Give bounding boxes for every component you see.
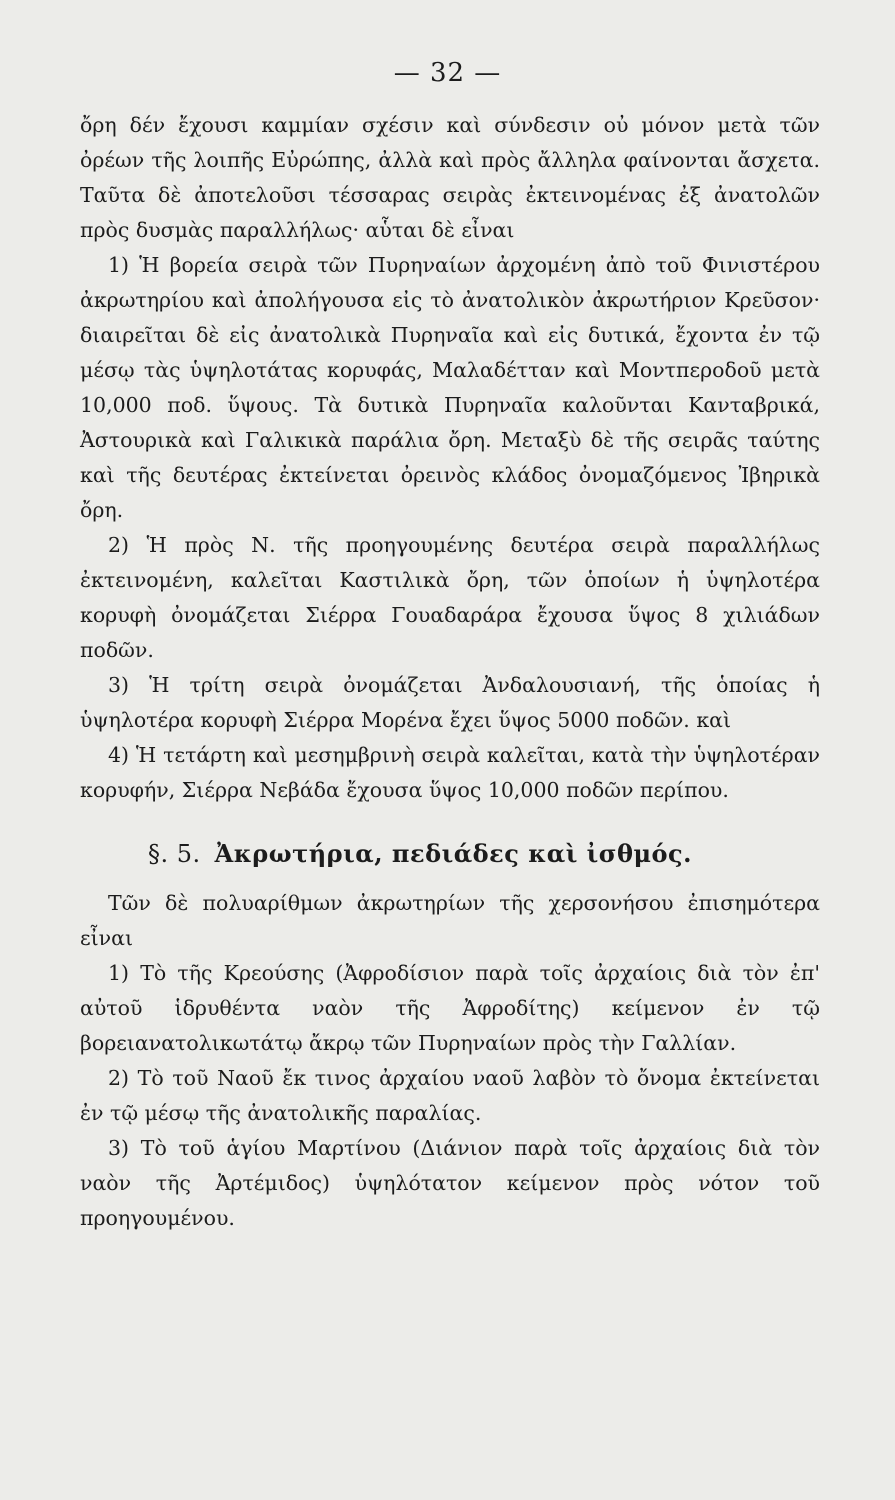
section-title: Ἀκρωτήρια, πεδιάδες καὶ ἰσθμός. bbox=[214, 839, 693, 868]
paragraph-cape-3: 3) Τὸ τοῦ ἁγίου Μαρτίνου (Διάνιον παρὰ τοῖς ἀρχαίοις διὰ τὸν ναὸν τῆς Ἀρτέμιδος) ὑψηλότατον κείμενον πρὸς νότον τοῦ προηγουμένου. bbox=[80, 1136, 820, 1230]
page-number: — 32 — bbox=[393, 58, 502, 88]
paragraph-intro: ὄρη δέν ἔχουσι καμμίαν σχέσιν καὶ σύνδεσιν οὐ μόνον μετὰ τῶν ὀρέων τῆς λοιπῆς Εὐρώπης, ἀλλὰ καὶ πρὸς ἄλληλα φαίνονται ἄσχετα. Ταῦτα δὲ ἀποτελοῦσι τέσσαρας σειρὰς ἐκτεινομένας ἐξ ἀνατολῶν πρὸς δυσμὰς παραλλήλως· αὗται δὲ εἶναι bbox=[80, 113, 820, 242]
paragraph-range-4: 4) Ἡ τετάρτη καὶ μεσημβρινὴ σειρὰ καλεῖται, κατὰ τὴν ὑψηλοτέραν κορυφήν, Σιέρρα Νεβάδα ἔχουσα ὕψος 10,000 ποδῶν περίπου. bbox=[80, 743, 820, 802]
section-heading bbox=[80, 836, 820, 872]
paragraph-range-3: 3) Ἡ τρίτη σειρὰ ὀνομάζεται Ἀνδαλουσιανή, τῆς ὁποίας ἡ ὑψηλοτέρα κορυφὴ Σιέρρα Μορένα ἔχει ὕψος 5000 ποδῶν. καὶ bbox=[80, 673, 820, 732]
section-number: §. 5. bbox=[148, 840, 201, 868]
paragraph-range-1: 1) Ἡ βορεία σειρὰ τῶν Πυρηναίων ἀρχομένη ἀπὸ τοῦ Φινιστέρου ἀκρωτηρίου καὶ ἀπολήγουσα εἰς τὸ ἀνατολικὸν ἀκρωτήριον Κρεῦσον· διαιρεῖται δὲ εἰς ἀνατολικὰ Πυρηναῖα καὶ εἰς δυτικά, ἔχοντα ἐν τῷ μέσῳ τὰς ὑψηλοτάτας κορυφάς, Μαλαδέτταν καὶ Μοντπεροδοῦ μετὰ 10,000 ποδ. ὕψους. Τὰ δυτικὰ Πυρηναῖα καλοῦνται Κανταβρικά, Ἀστουρικὰ καὶ Γαλικικὰ παράλια ὄρη. Μεταξὺ δὲ τῆς σειρᾶς ταύτης καὶ τῆς δευτέρας ἐκτείνεται ὀρεινὸς κλάδος ὀνομαζόμενος Ἰβηρικὰ ὄρη. bbox=[80, 253, 820, 522]
page-body bbox=[80, 108, 820, 1236]
paragraph-cape-1: 1) Τὸ τῆς Κρεούσης (Ἀφροδίσιον παρὰ τοῖς ἀρχαίοις διὰ τὸν ἐπ' αὐτοῦ ἱδρυθέντα ναὸν τῆς Ἀφροδίτης) κείμενον ἐν τῷ βορειανατολικωτάτῳ ἄκρῳ τῶν Πυρηναίων πρὸς τὴν Γαλλίαν. bbox=[80, 961, 820, 1055]
paragraph-cape-2: 2) Τὸ τοῦ Ναοῦ ἔκ τινος ἀρχαίου ναοῦ λαβὸν τὸ ὄνομα ἐκτείνεται ἐν τῷ μέσῳ τῆς ἀνατολικῆς παραλίας. bbox=[80, 1066, 820, 1125]
paragraph-capes-intro: Τῶν δὲ πολυαρίθμων ἀκρωτηρίων τῆς χερσονήσου ἐπισημότερα εἶναι bbox=[80, 891, 820, 950]
paragraph-range-2: 2) Ἡ πρὸς Ν. τῆς προηγουμένης δευτέρα σειρὰ παραλλήλως ἐκτεινομένη, καλεῖται Καστιλικὰ ὄρη, τῶν ὁποίων ἡ ὑψηλοτέρα κορυφὴ ὀνομάζεται Σιέρρα Γουαδαράρα ἔχουσα ὕψος 8 χιλιάδων ποδῶν. bbox=[80, 533, 820, 662]
